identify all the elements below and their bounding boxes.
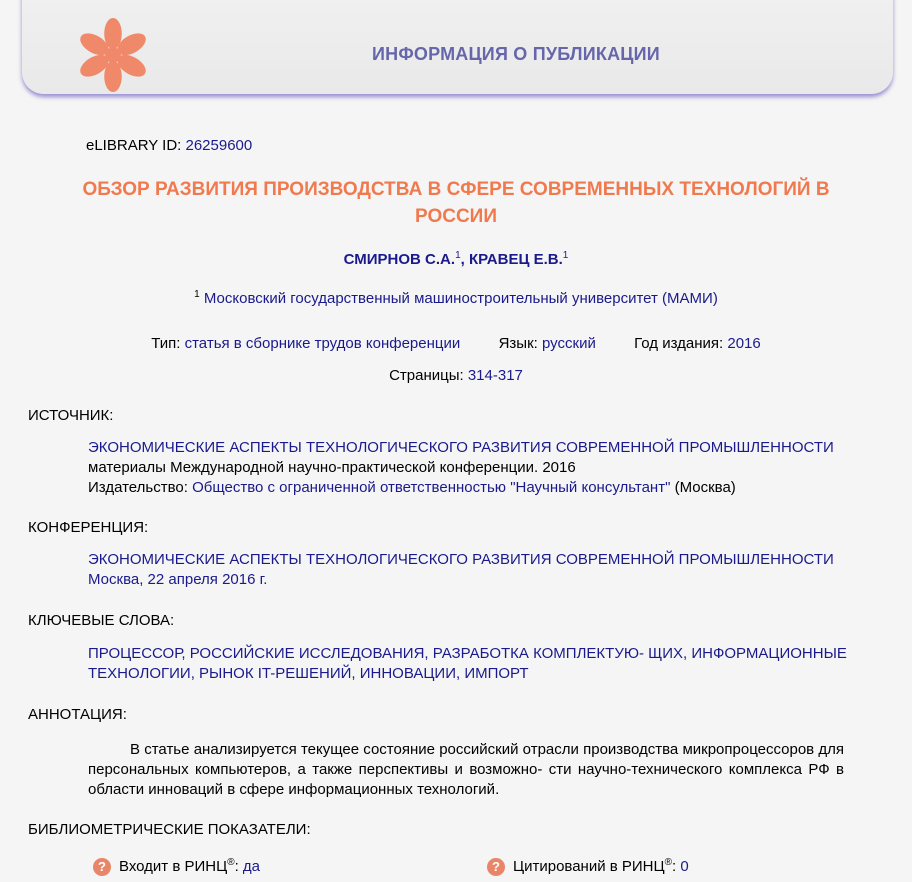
type-value[interactable]: статья в сборнике трудов конференции xyxy=(184,335,461,352)
year-value[interactable]: 2016 xyxy=(727,335,761,352)
language-label: Язык: xyxy=(498,335,538,352)
question-icon[interactable]: ? xyxy=(487,858,505,876)
publisher-link[interactable]: Общество с ограниченной ответственностью "Научный консультант" xyxy=(192,479,671,496)
conference-block xyxy=(88,550,834,590)
registered-mark: ® xyxy=(664,857,672,868)
authors: СМИРНОВ С.А.$^1$, КРАВЕЦ Е.В.$^1$ xyxy=(343,250,569,268)
rinc-label: Входит в РИНЦ xyxy=(119,858,228,875)
keywords-line[interactable]: ТЕХНОЛОГИИ, РЫНОК IT-РЕШЕНИЙ, ИННОВАЦИИ, ИМПОРТ xyxy=(88,665,529,682)
publication-title xyxy=(0,176,912,230)
type-label: Тип: xyxy=(151,335,181,352)
pages-value[interactable]: 314-317 xyxy=(467,367,523,384)
rinc-value[interactable]: да xyxy=(242,858,261,875)
page-header xyxy=(22,0,893,94)
source-subtitle: материалы Международной научно-практической конференции. 2016 xyxy=(88,459,576,476)
source-block xyxy=(88,438,834,498)
elibrary-id xyxy=(86,137,252,154)
snowflake-logo-icon xyxy=(74,16,152,94)
author-sup: 1 xyxy=(562,250,569,261)
conference-title-link[interactable]: ЭКОНОМИЧЕСКИЕ АСПЕКТЫ ТЕХНОЛОГИЧЕСКОГО РАЗВИТИЯ СОВРЕМЕННОЙ ПРОМЫШЛЕННОСТИ xyxy=(88,551,834,568)
registered-mark: ® xyxy=(227,857,235,868)
citations-indicator: ? Цитирований в РИНЦ®: 0 xyxy=(487,857,689,876)
elibrary-id-label: eLIBRARY ID: xyxy=(86,137,182,154)
annotation-paragraph: В статье анализируется текущее состояние российский отрасли производства микропроцессоров для персональных компьютеров, а также перспективы и возможно- сти научно-технического комплекса РФ в области инноваций в сфере информационных технологий. xyxy=(88,741,844,798)
source-label: ИСТОЧНИК: xyxy=(28,407,114,424)
question-icon[interactable]: ? xyxy=(93,858,111,876)
header-title: ИНФОРМАЦИЯ О ПУБЛИКАЦИИ xyxy=(372,44,660,64)
affiliation xyxy=(0,289,912,307)
publication-title-text: ОБЗОР РАЗВИТИЯ ПРОИЗВОДСТВА В СФЕРЕ СОВРЕМЕННЫХ ТЕХНОЛОГИЙ В РОССИИ xyxy=(82,179,830,227)
conference-label: КОНФЕРЕНЦИЯ: xyxy=(28,519,149,536)
publication-meta xyxy=(0,335,912,352)
rinc-indicator: ? Входит в РИНЦ®: да xyxy=(93,857,260,876)
author-link[interactable]: КРАВЕЦ Е.В. xyxy=(468,251,563,268)
publisher-city: (Москва) xyxy=(674,479,736,496)
publisher-label: Издательство: xyxy=(88,479,188,496)
language-value[interactable]: русский xyxy=(542,335,596,352)
source-title-link[interactable]: ЭКОНОМИЧЕСКИЕ АСПЕКТЫ ТЕХНОЛОГИЧЕСКОГО РАЗВИТИЯ СОВРЕМЕННОЙ ПРОМЫШЛЕННОСТИ xyxy=(88,439,834,456)
keywords-line[interactable]: ПРОЦЕССОР, РОССИЙСКИЕ ИССЛЕДОВАНИЯ, РАЗРАБОТКА КОМПЛЕКТУЮ- ЩИХ, ИНФОРМАЦИОННЫЕ xyxy=(88,645,847,662)
author-link[interactable]: СМИРНОВ С.А. xyxy=(343,251,456,268)
keywords-block xyxy=(88,644,847,684)
affiliation-sup: 1 xyxy=(194,289,200,300)
citations-value[interactable]: 0 xyxy=(680,858,689,875)
annotation-text xyxy=(88,740,844,800)
author-sup: 1 xyxy=(455,250,461,261)
conference-place-date: Москва, 22 апреля 2016 г. xyxy=(88,571,268,588)
year-label: Год издания: xyxy=(634,335,724,352)
keywords-label: КЛЮЧЕВЫЕ СЛОВА: xyxy=(28,612,175,629)
citations-label: Цитирований в РИНЦ xyxy=(513,858,665,875)
pages xyxy=(0,367,912,384)
affiliation-link[interactable]: Московский государственный машиностроительный университет (МАМИ) xyxy=(203,290,718,307)
pages-label: Страницы: xyxy=(389,367,464,384)
annotation-label: АННОТАЦИЯ: xyxy=(28,706,127,723)
elibrary-id-link[interactable]: 26259600 xyxy=(185,137,253,154)
bibliometrics-label: БИБЛИОМЕТРИЧЕСКИЕ ПОКАЗАТЕЛИ: xyxy=(28,821,311,838)
